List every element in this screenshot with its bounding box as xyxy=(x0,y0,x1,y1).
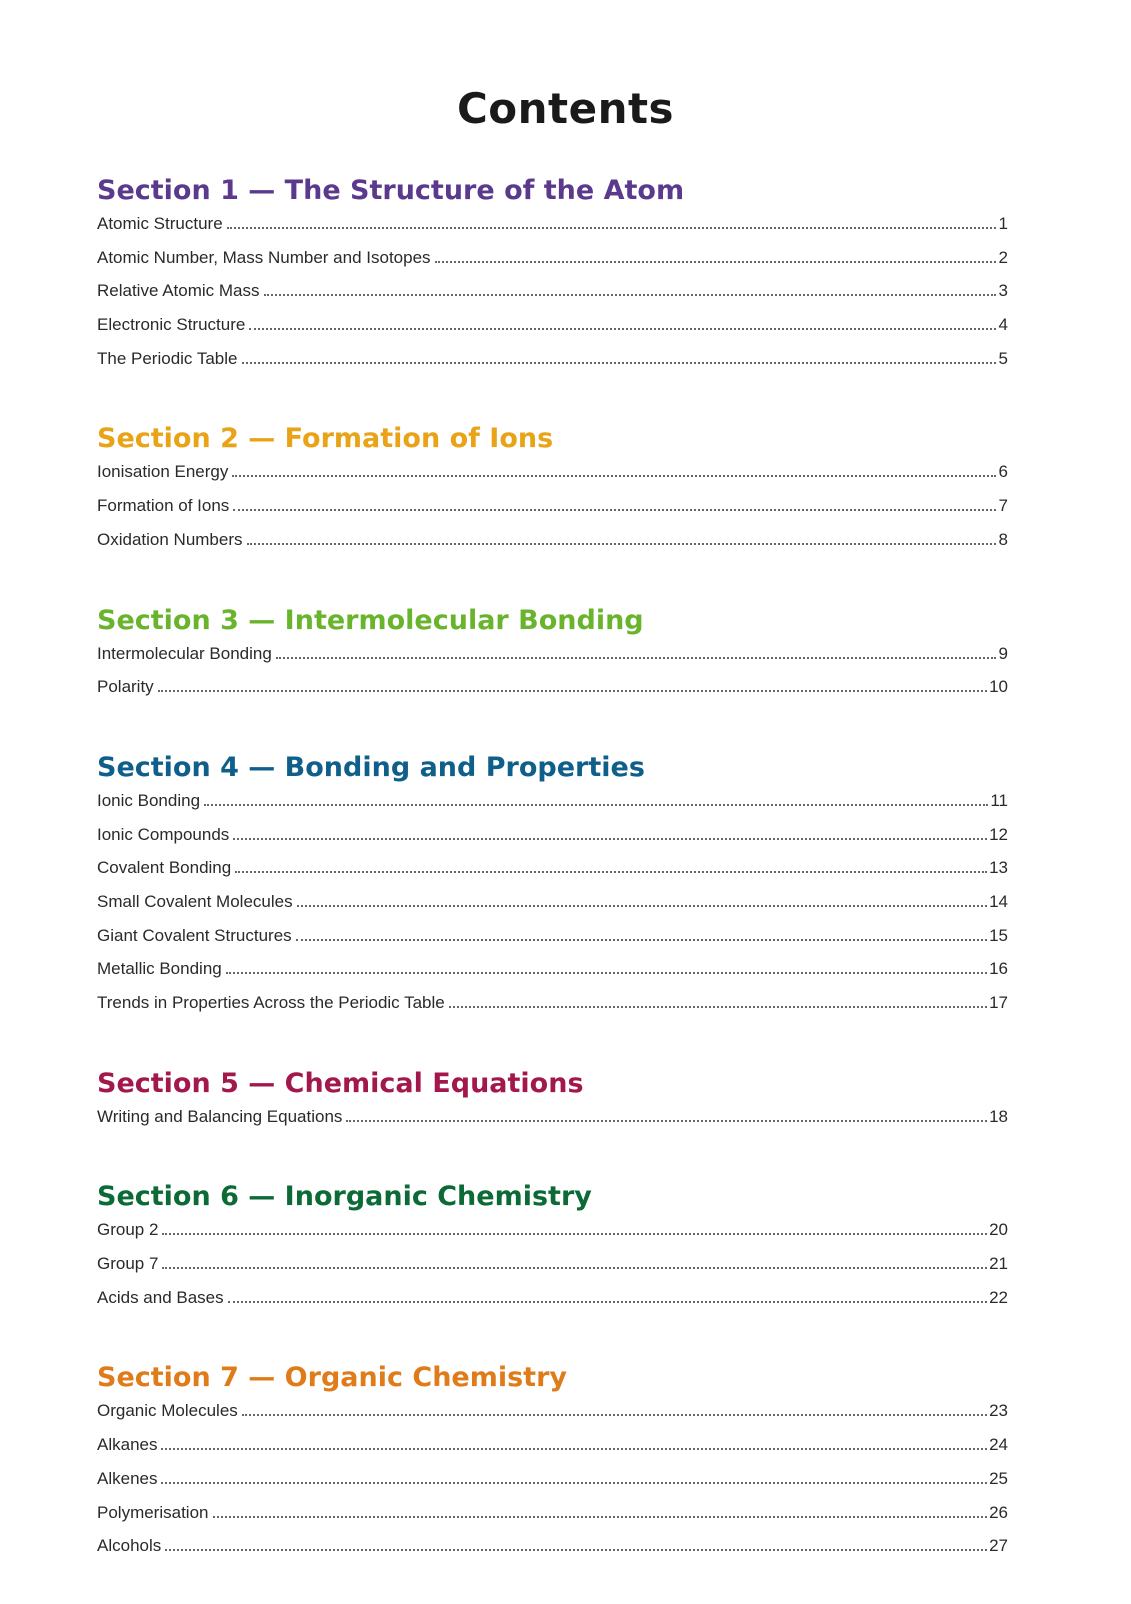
entry-title: Atomic Structure xyxy=(97,214,223,233)
toc-entry[interactable] xyxy=(97,791,1008,825)
toc-section-2 xyxy=(97,416,1008,563)
dot-leader xyxy=(276,657,996,659)
entry-list xyxy=(97,1107,1008,1141)
section-heading[interactable]: Section 6 — Inorganic Chemistry xyxy=(97,1181,592,1213)
entry-list xyxy=(97,462,1008,563)
dot-leader xyxy=(161,1448,987,1450)
entry-title: Intermolecular Bonding xyxy=(97,643,272,663)
toc-entry[interactable] xyxy=(97,462,1008,496)
dot-leader xyxy=(242,1414,987,1416)
toc-section-7 xyxy=(97,1355,1008,1569)
page-number: 24 xyxy=(989,1435,1008,1455)
entry-title: Metallic Bonding xyxy=(97,959,222,979)
dot-leader xyxy=(264,294,997,296)
page-number: 17 xyxy=(989,993,1008,1012)
page-number: 1 xyxy=(998,214,1008,233)
toc-entry[interactable] xyxy=(97,858,1008,892)
entry-title: Organic Molecules xyxy=(97,1401,238,1421)
entry-list xyxy=(97,644,1008,711)
section-heading[interactable]: Section 4 — Bonding and Properties xyxy=(97,751,645,783)
toc-entry[interactable] xyxy=(97,530,1008,564)
page-number: 12 xyxy=(989,824,1008,844)
table-of-contents xyxy=(97,168,1008,1604)
dot-leader xyxy=(449,1006,987,1008)
dot-leader xyxy=(228,1301,987,1303)
entry-list xyxy=(97,1401,1008,1569)
page-number: 25 xyxy=(989,1468,1008,1488)
dot-leader xyxy=(165,1549,987,1551)
section-heading[interactable]: Section 3 — Intermolecular Bonding xyxy=(97,604,644,636)
page-number: 6 xyxy=(998,462,1008,482)
entry-title: Electronic Structure xyxy=(97,315,246,335)
toc-entry[interactable] xyxy=(97,1401,1008,1435)
entry-title: Group 7 xyxy=(97,1254,159,1274)
entry-title: Giant Covalent Structures xyxy=(97,925,292,945)
toc-entry[interactable] xyxy=(97,248,1008,282)
entry-title: Formation of Ions xyxy=(97,496,230,516)
entry-title: Acids and Bases xyxy=(97,1287,224,1307)
page-number: 11 xyxy=(990,790,1008,810)
dot-leader xyxy=(249,328,996,330)
toc-entry[interactable] xyxy=(97,825,1008,859)
page-number: 2 xyxy=(998,247,1008,267)
toc-entry[interactable] xyxy=(97,993,1008,1027)
dot-leader xyxy=(233,509,996,511)
dot-leader xyxy=(233,838,987,840)
page-number: 10 xyxy=(989,677,1008,697)
section-heading[interactable]: Section 7 — Organic Chemistry xyxy=(97,1362,568,1394)
page-number: 9 xyxy=(998,643,1008,663)
toc-entry[interactable] xyxy=(97,349,1008,383)
toc-entry[interactable] xyxy=(97,644,1008,678)
toc-entry[interactable] xyxy=(97,1107,1008,1141)
entry-title: Alkenes xyxy=(97,1468,158,1488)
entry-title: Ionic Compounds xyxy=(97,824,230,844)
dot-leader xyxy=(162,1233,987,1235)
toc-entry[interactable] xyxy=(97,1469,1008,1503)
dot-leader xyxy=(204,804,988,806)
entry-title: The Periodic Table xyxy=(97,348,238,368)
dot-leader xyxy=(297,905,987,907)
dot-leader xyxy=(158,690,987,692)
toc-entry[interactable] xyxy=(97,926,1008,960)
toc-entry[interactable] xyxy=(97,1254,1008,1288)
page-number: 27 xyxy=(989,1536,1008,1556)
entry-title: Alkanes xyxy=(97,1435,158,1455)
entry-title: Oxidation Numbers xyxy=(97,529,243,549)
toc-section-5 xyxy=(97,1061,1008,1141)
entry-title: Covalent Bonding xyxy=(97,858,232,878)
dot-leader xyxy=(232,475,996,477)
page-number: 26 xyxy=(989,1502,1008,1522)
entry-title: Polymerisation xyxy=(97,1502,209,1522)
toc-entry[interactable] xyxy=(97,1503,1008,1537)
dot-leader xyxy=(227,227,996,229)
page-number: 23 xyxy=(989,1401,1008,1421)
entry-title: Writing and Balancing Equations xyxy=(97,1106,343,1126)
dot-leader xyxy=(161,1482,987,1484)
entry-title: Ionisation Energy xyxy=(97,462,229,482)
page-number: 14 xyxy=(989,891,1008,911)
entry-title: Ionic Bonding xyxy=(97,790,201,810)
entry-title: Polarity xyxy=(97,677,154,697)
page-number: 22 xyxy=(989,1287,1008,1307)
toc-section-1 xyxy=(97,168,1008,382)
page-number: 16 xyxy=(989,959,1008,979)
toc-entry[interactable] xyxy=(97,315,1008,349)
dot-leader xyxy=(226,972,987,974)
toc-entry[interactable] xyxy=(97,1435,1008,1469)
entry-title: Relative Atomic Mass xyxy=(97,281,260,301)
section-heading[interactable]: Section 1 — The Structure of the Atom xyxy=(97,175,685,206)
page-number: 18 xyxy=(989,1106,1008,1126)
dot-leader xyxy=(213,1516,988,1518)
toc-entry[interactable] xyxy=(97,496,1008,530)
page-number: 5 xyxy=(998,348,1008,368)
dot-leader xyxy=(235,871,987,873)
page-number: 20 xyxy=(989,1220,1008,1240)
section-heading[interactable]: Section 5 — Chemical Equations xyxy=(97,1067,584,1099)
entry-title: Atomic Number, Mass Number and Isotopes xyxy=(97,247,431,267)
dot-leader xyxy=(242,362,997,364)
dot-leader xyxy=(296,939,987,941)
entry-list xyxy=(97,791,1008,1027)
page-title: Contents xyxy=(456,84,675,133)
entry-title: Trends in Properties Across the Periodic Table xyxy=(97,993,445,1012)
toc-entry[interactable] xyxy=(97,959,1008,993)
page-number: 7 xyxy=(998,496,1008,516)
page-number: 3 xyxy=(998,281,1008,301)
section-heading[interactable]: Section 2 — Formation of Ions xyxy=(97,423,554,455)
page-number: 21 xyxy=(989,1254,1008,1274)
toc-entry[interactable] xyxy=(97,1288,1008,1322)
entry-title: Group 2 xyxy=(97,1220,159,1240)
page-number: 8 xyxy=(998,529,1008,549)
entry-title: Alcohols xyxy=(97,1536,162,1556)
page-number: 4 xyxy=(998,315,1008,335)
toc-entry[interactable] xyxy=(97,892,1008,926)
toc-section-4 xyxy=(97,745,1008,1027)
dot-leader xyxy=(435,261,996,263)
toc-entry[interactable] xyxy=(97,1220,1008,1254)
toc-entry[interactable] xyxy=(97,214,1008,248)
toc-entry[interactable] xyxy=(97,1536,1008,1570)
toc-section-3 xyxy=(97,598,1008,711)
entry-title: Small Covalent Molecules xyxy=(97,891,293,911)
entry-list xyxy=(97,214,1008,382)
dot-leader xyxy=(247,543,996,545)
page-number: 15 xyxy=(989,925,1008,945)
toc-entry[interactable] xyxy=(97,677,1008,711)
toc-section-6 xyxy=(97,1174,1008,1321)
dot-leader xyxy=(162,1267,987,1269)
entry-list xyxy=(97,1220,1008,1321)
page-number: 13 xyxy=(989,858,1008,878)
dot-leader xyxy=(346,1120,987,1122)
toc-entry[interactable] xyxy=(97,281,1008,315)
